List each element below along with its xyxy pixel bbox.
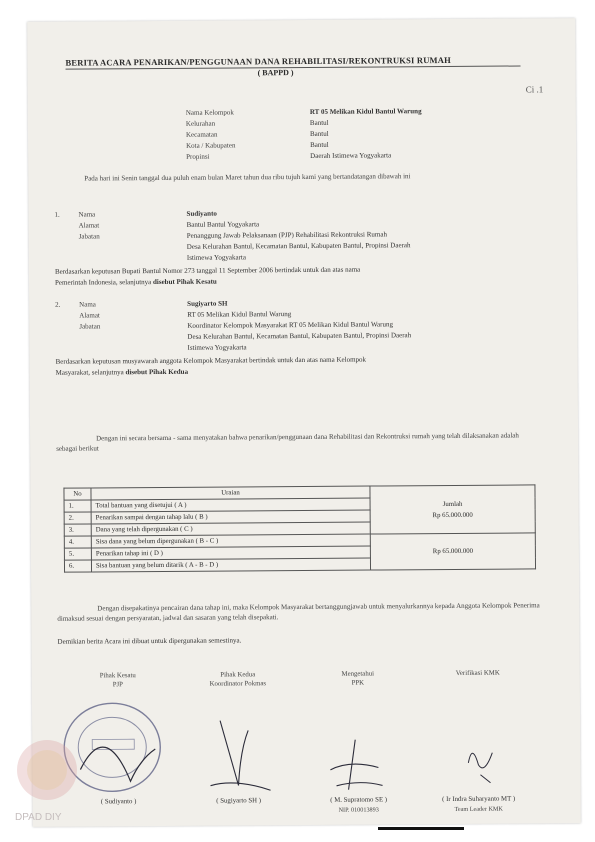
party2-nama-label: Nama <box>79 300 96 309</box>
signature-heading: Pihak Kesatu <box>99 672 136 680</box>
signature-role: PPK <box>351 679 365 687</box>
signature-role: Koordinator Pokmas <box>209 680 267 688</box>
group-info-value-2: Bantul <box>309 129 329 138</box>
row-uraian: Dana yang telah dipergunakan ( C ) <box>91 522 370 536</box>
party1-alamat-label: Alamat <box>78 221 100 230</box>
signatory-name: ( Ir Indra Suharyanto MT ) <box>442 795 516 804</box>
group-info-label-3: Kota / Kabupaten <box>186 141 236 150</box>
footer-watermark-label: DPAD DIY <box>15 812 62 823</box>
bottom-bar <box>378 827 464 830</box>
document-title: BERITA ACARA PENARIKAN/PENGGUNAAN DANA REHABILITASI/REKONTRUKSI RUMAH <box>65 54 451 68</box>
statement-paragraph: Dengan ini secara bersama - sama menyatakan bahwa penarikan/penggunaan dana Rehabilitasi dan Rekontruksi rumah yang telah dilaksanakan adalah sebagai berikut <box>56 431 519 453</box>
party1-number: 1. <box>54 210 60 219</box>
party2-basis-2-text: Masyarakat, selanjutnya <box>55 368 124 377</box>
party2-jabatan-label: Jabatan <box>79 322 101 331</box>
signature-block-mengetahui <box>300 669 417 822</box>
party2-role: disebut Pihak Kedua <box>125 367 189 377</box>
table-header-jumlah-label: Jumlah <box>442 500 463 508</box>
signature-scribble-icon <box>420 682 537 793</box>
party1-jabatan-1: Penanggung Jawab Pelaksanaan (PJP) Rehabilitasi Rekontruksi Rumah <box>186 230 387 240</box>
party2-nama: Sugiyarto SH <box>187 299 228 308</box>
amount-total: Rp 65.000.000 <box>432 511 473 519</box>
party2-jabatan-3: Istimewa Yogyakarta <box>187 343 247 352</box>
party2-alamat: RT 05 Melikan Kidul Bantul Warung <box>187 310 292 319</box>
party1-jabatan-3: Istimewa Yogyakarta <box>186 253 246 262</box>
party1-nama-label: Nama <box>78 210 96 219</box>
group-info-value-0: RT 05 Melikan Kidul Bantul Warung <box>309 107 422 116</box>
party1-jabatan-2: Desa Kelurahan Bantul, Kecamatan Bantul, Kabupaten Bantul, Propinsi Daerah <box>186 241 411 251</box>
signatory-name: ( M. Supratomo SE ) <box>330 796 388 804</box>
row-uraian: Total bantuan yang disetujui ( A ) <box>91 498 370 512</box>
group-info-label-4: Propinsi <box>186 152 210 161</box>
handwritten-reference: Ci .1 <box>525 84 544 95</box>
signature-scribble-icon <box>300 689 417 800</box>
party1-jabatan-label: Jabatan <box>78 232 100 241</box>
party2-number: 2. <box>55 300 61 309</box>
signatory-title: Team Leader KMK <box>454 805 503 813</box>
signature-block-verifikasi <box>420 668 537 821</box>
party1-basis-1: Berdasarkan keputusan Bupati Bantul Nomor 273 tanggal 11 September 2006 bertindak untuk dan atas nama <box>54 265 361 276</box>
group-info-label-1: Kelurahan <box>185 119 216 128</box>
row-no: 1. <box>64 500 91 512</box>
closing-sentence: Demikian berita Acara ini dibuat untuk dipergunakan semestinya. <box>57 636 242 646</box>
table-header-jumlah <box>370 485 535 534</box>
row-no: 4. <box>64 536 91 548</box>
fund-table <box>63 484 536 572</box>
row-uraian: Penarikan tahap ini ( D ) <box>91 546 370 560</box>
group-info-label-2: Kecamatan <box>185 130 218 139</box>
signature-heading: Verifikasi KMK <box>455 669 500 677</box>
party2-jabatan-1: Koordinator Kelompok Masyarakat RT 05 Melikan Kidul Bantul Warung <box>187 320 393 330</box>
signature-block-pihak-kedua <box>180 670 297 823</box>
row-no: 2. <box>64 512 91 524</box>
party1-alamat: Bantul Bantul Yogyakarta <box>186 220 260 229</box>
signatory-nip: NIP. 010013893 <box>338 806 379 814</box>
group-info-value-4: Daerah Istimewa Yogyakarta <box>310 151 392 160</box>
party2-alamat-label: Alamat <box>79 311 100 320</box>
row-uraian: Penarikan sampai dengan tahap lalu ( B ) <box>91 510 370 524</box>
signature-role: PJP <box>112 681 123 689</box>
party2-basis-2 <box>56 368 188 377</box>
signatory-name: ( Sugiyarto SH ) <box>216 797 262 805</box>
amount-cell <box>370 533 535 570</box>
closing-paragraph: Dengan disepakatinya pencairan dana tahap ini, maka Kelompok Masyarakat bertanggungjawab untuk menyalurkannya kepada Anggota Kelompok Penerima dimaksud sesuai dengan persyaratan, jadwal dan sasaran yang telah disepakati. <box>57 601 540 623</box>
party2-basis-1: Berdasarkan keputusan musyawarah anggota Kelompok Masyarakat bertindak untuk dan atas nama Kelompok <box>55 355 367 366</box>
group-info-value-3: Bantul <box>310 140 329 149</box>
table-header-uraian: Uraian <box>91 486 370 500</box>
party1-basis-2 <box>55 278 217 287</box>
intro-paragraph: Pada hari ini Senin tanggal dua puluh enam bulan Maret tahun dua ribu tujuh kami yang bertandatangan dibawah ini <box>84 172 411 183</box>
party1-nama: Sudiyanto <box>186 209 217 218</box>
document-subtitle: ( BAPPD ) <box>257 68 294 78</box>
group-info-value-1: Bantul <box>309 118 329 127</box>
amount-current: Rp 65.000.000 <box>432 547 474 556</box>
row-no: 6. <box>64 560 91 572</box>
row-uraian: Sisa dana yang belum dipergunakan ( B - C ) <box>91 534 370 548</box>
watermark-seal-icon <box>12 735 82 805</box>
table-header-no: No <box>64 488 91 500</box>
party2-jabatan-2: Desa Kelurahan Bantul, Kecamatan Bantul, Kabupaten Bantul, Propinsi Daerah <box>187 331 412 341</box>
row-no: 3. <box>64 524 91 536</box>
party1-basis-2-text: Pemerintah Indonesia, selanjutnya <box>54 278 152 287</box>
party1-role: disebut Pihak Kesatu <box>152 277 217 287</box>
row-no: 5. <box>64 548 91 560</box>
signature-heading: Mengetahui <box>341 670 375 678</box>
signature-scribble-icon <box>180 690 297 801</box>
row-uraian: Sisa bantuan yang belum ditarik ( A - B - D ) <box>91 558 370 572</box>
document-page <box>27 18 581 827</box>
signature-heading: Pihak Kedua <box>220 671 256 679</box>
group-info-label-0: Nama Kelompok <box>185 108 234 117</box>
signatory-name: ( Sudiyanto ) <box>100 798 137 806</box>
